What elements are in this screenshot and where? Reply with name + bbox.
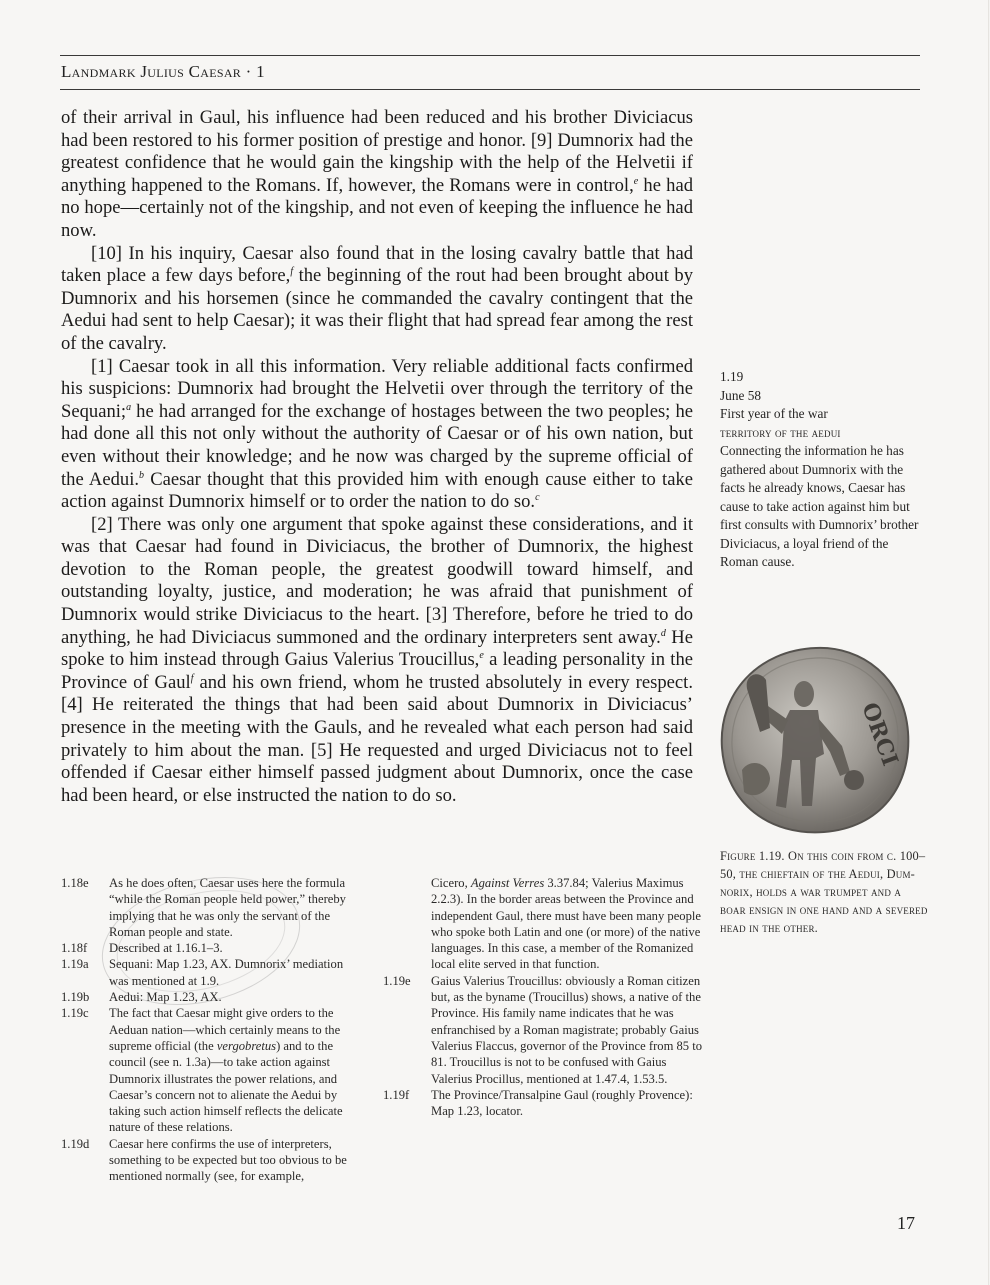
- footnote-text: As he does often, Caesar uses here the formula “while the Roman people held power,” thereby implying that he was only the servant of the Roman people and state.: [109, 876, 346, 939]
- note-reference: f: [190, 672, 194, 684]
- coin-image: [712, 636, 917, 841]
- footnote-text: The Province/Transalpine Gaul (roughly Provence): Map 1.23, locator.: [431, 1087, 693, 1119]
- footnote-number: 1.19c: [61, 1006, 89, 1021]
- note-reference: b: [139, 469, 145, 481]
- footnote-text: Caesar here confirms the use of interpreters, something to be expected but too obvious to be mentioned normally (see, for example,: [109, 1136, 347, 1184]
- place: territory of the aedui: [720, 425, 841, 440]
- coin-inscription: ORCI: [856, 699, 904, 770]
- note-reference: c: [535, 492, 540, 504]
- paragraph: [10] In his inquiry, Caesar also found that in the losing cavalry battle that had taken place a few days before,$^f$ the beginning of the rout had been brought about by Dumnorix and his horsemen (since he commanded the cavalry contingent that the Aedui had sent to help Caesar); it was their flight that had spread fear among the rest of the cavalry.: [61, 242, 693, 354]
- footnotes-column-2: [383, 875, 705, 1119]
- note-reference: f: [290, 266, 294, 278]
- summary: Connecting the information he has gathered about Dumnorix with the facts he already knows, Caesar has cause to take action against him but first consults with Dumnorix’ brother Diviciacus, a loyal friend of the Roman cause.: [720, 443, 919, 569]
- footnote: [61, 1136, 361, 1185]
- paragraph: [1] Caesar took in all this information. Very reliable additional facts confirmed his suspicions: Dumnorix had brought the Helvetii over through the territory of the Sequani;$^a$ he had arranged for the exchange of hostages between the two peoples; he had done all this not only without the authority of Caesar or of his own nation, but even without their knowledge; and he now was charged by the supreme official of the Aedui.$^b$ Caesar thought that this provided him with enough cause either to take action against Dumnorix himself or to order the nation to do so.$^c$: [61, 355, 693, 513]
- footnote-continuation: [383, 875, 705, 973]
- footnote-italic-title: Against Verres: [470, 876, 545, 890]
- footnote: [61, 875, 361, 940]
- footnote-text-part: 3.37.84; Valerius Maximus 2.2.3). In the border areas between the Province and independent Gaul, there must have been many people who spoke both Latin and one (or more) of the native languages. In this case, a member of the Romanized local elite served in that function.: [431, 876, 701, 972]
- footnote-text-part: The fact that Caesar might give orders to the Aeduan nation—which certainly means to the supreme official (the: [109, 1006, 341, 1053]
- note-reference: d: [660, 627, 666, 639]
- date: June 58: [720, 387, 761, 403]
- note-reference: e: [479, 650, 484, 662]
- footnote-number: 1.19b: [61, 990, 90, 1005]
- footnote-number: 1.19d: [61, 1136, 90, 1151]
- footnote-text: Described at 1.16.1–3.: [109, 941, 223, 956]
- section-number: 1.19: [720, 369, 744, 384]
- footnote-number: 1.19e: [383, 973, 411, 988]
- footnote-text: [109, 1005, 361, 1135]
- footnote-italic-term: vergobretus: [216, 1038, 277, 1053]
- footnote-text-part: ) and to the council (see n. 1.3a)—to take action against Dumnorix illustrates the power relations, and Caesar’s concern not to alienate the Aedui by taking such action himself reflects the delicate nature of these relations.: [109, 1038, 343, 1135]
- footnote: [61, 989, 361, 1005]
- note-reference: a: [126, 401, 132, 413]
- footnote-text-part: Cicero,: [431, 876, 471, 890]
- header-rule-top: [60, 55, 920, 56]
- footnote-number: 1.19f: [383, 1087, 410, 1102]
- footnote-text: Gaius Valerius Troucillus: obviously a Roman citizen but, as the byname (Troucillus) shows, a native of the Province. His family name indicates that he was enfranchised by a Roman magistrate; probably Gaius Valerius Flaccus, governor of the Province from 85 to 81. Troucillus is not to be confused with Gaius Valerius Procillus, mentioned at 1.47.4, 1.53.5.: [431, 973, 703, 1086]
- margin-note: [720, 368, 920, 572]
- footnote: [61, 940, 361, 956]
- footnote: [383, 973, 705, 1087]
- footnote: [61, 1005, 361, 1135]
- footnotes-column-1: [61, 875, 361, 1185]
- footnote-number: 1.19a: [61, 957, 89, 972]
- paragraph: [2] There was only one argument that spoke against these considerations, and it was that Caesar had found in Diviciacus, the brother of Dumnorix, the highest devotion to the Roman people, the greatest goodwill toward himself, and outstanding loyalty, justice, and moderation; he was afraid that punishment of Dumnorix would strike Diviciacus to the heart. [3] Therefore, before he tried to do anything, he had Diviciacus summoned and the ordinary interpreters sent away.$^d$ He spoke to him instead through Gaius Valerius Troucillus,$^e$ a leading personality in the Province of Gaul$^f$ and his own friend, whom he trusted absolutely in every respect. [4] He reiterated the things that had been said about Dumnorix in Diviciacus’ presence in the meeting with the Gauls, and he revealed what each person had said privately to him about the man. [5] He requested and urged Diviciacus not to feel offended if Caesar either himself passed judgment about Dumnorix, once the case had been heard, or else instructed the nation to do so.: [61, 513, 694, 806]
- war-year: First year of the war: [720, 406, 828, 421]
- coin-icon: [712, 636, 917, 841]
- footnote-number: [383, 875, 431, 973]
- paragraph: of their arrival in Gaul, his influence had been reduced and his brother Diviciacus had been restored to his former position of prestige and honor. [9] Dumnorix had the greatest confidence that he would gain the kingship with the help of the Helvetii if anything happened to the Romans. If, however, the Romans were in control,$^e$ he had no hope—certainly not of the kingship, and not even of keeping the influence he had now.: [61, 107, 693, 241]
- footnote-text: [431, 875, 705, 973]
- footnote-number: 1.18e: [61, 876, 89, 890]
- footnote: [61, 956, 361, 989]
- footnote-text: Aedui: Map 1.23, AX.: [109, 990, 222, 1005]
- running-head: Landmark Julius Caesar · 1: [61, 62, 265, 81]
- main-text: [61, 107, 693, 807]
- note-reference: e: [633, 175, 639, 187]
- footnote-text: Sequani: Map 1.23, AX. Dumnorix’ mediation was mentioned at 1.9.: [109, 957, 344, 988]
- header-rule-bottom: [60, 89, 920, 90]
- footnote-number: 1.18f: [61, 941, 88, 956]
- footnote: [383, 1087, 705, 1120]
- page-number: 17: [897, 1213, 915, 1233]
- figure-caption: Figure 1.19. On this coin from c. 100–50, the chieftain of the Aedui, Dumnorix, holds a war trumpet and a boar ensign in one hand and a severed head in the other.: [720, 849, 928, 935]
